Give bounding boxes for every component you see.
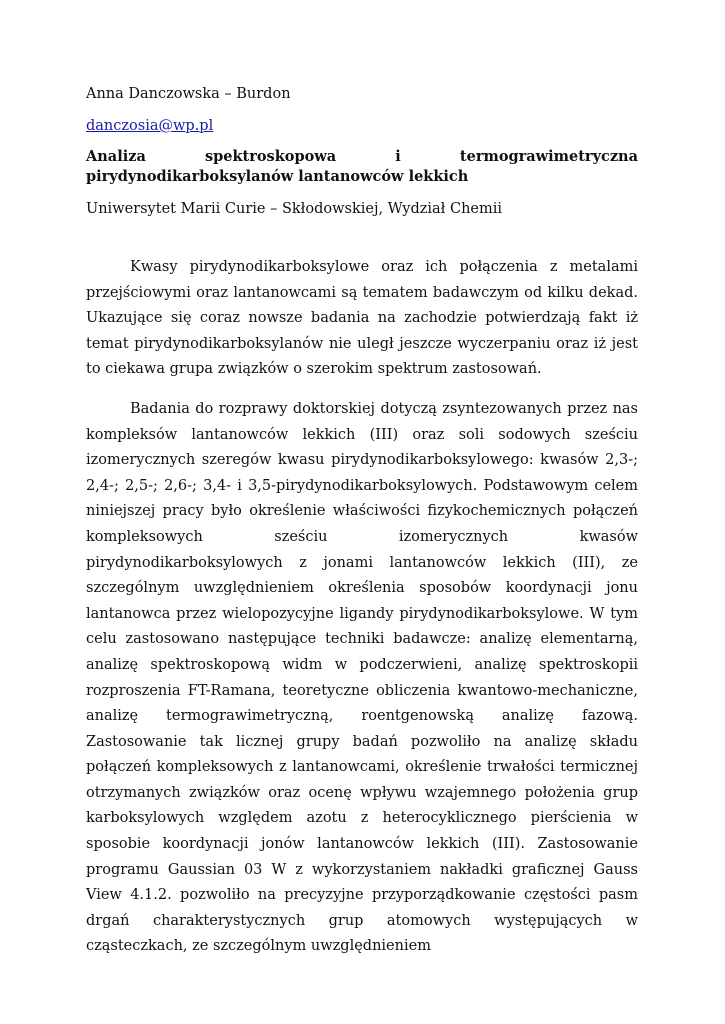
email-link[interactable]: danczosia@wp.pl	[86, 118, 214, 134]
author-name: Anna Danczowska – Burdon	[86, 86, 291, 102]
author-email	[86, 116, 638, 136]
title-line-1: Analiza spektroskopowa i termograwimetryczna	[86, 148, 638, 165]
body-paragraph-2: Badania do rozprawy doktorskiej dotyczą zsyntezowanych przez nas kompleksów lantanowców lekkich (III) oraz soli sodowych sześciu izomerycznych szeregów kwasu pirydynodikarboksylowego: kwasów 2,3-; 2,4-; 2,5-; 2,6-; 3,4- i 3,5-pirydynodikarboksylowych. Podstawowym celem niniejszej pracy było określenie właściwości fizykochemicznych połączeń kompleksowych sześciu izomerycznych kwasów pirydynodikarboksylowych z jonami lantanowców lekkich (III), ze szczególnym uwzględnieniem określenia sposobów koordynacji jonu lantanowca przez wielopozycyjne ligandy pirydynodikarboksylowe. W tym celu zastosowano następujące techniki badawcze: analizę elementarną, analizę spektroskopową widm w podczerwieni, analizę spektroskopii rozproszenia FT-Ramana, teoretyczne obliczenia kwantowo-mechaniczne, analizę termograwimetryczną, roentgenowską analizę fazową. Zastosowanie tak licznej grupy badań pozwoliło na analizę składu połączeń kompleksowych z lantanowcami, określenie trwałości termicznej otrzymanych związków oraz ocenę wpływu wzajemnego położenia grup karboksylowych względem azotu z heterocyklicznego pierścienia w sposobie koordynacji jonów lantanowców lekkich (III). Zastosowanie programu Gaussian 03 W z wykorzystaniem nakładki graficznej Gauss View 4.1.2. pozwoliło na precyzyjne przyporządkowanie częstości pasm drgań charakterystycznych grup atomowych występujących w cząsteczkach, ze szczególnym uwzględnieniem	[86, 400, 638, 955]
affiliation: Uniwersytet Marii Curie – Skłodowskiej, Wydział Chemii	[86, 201, 503, 217]
document-page	[86, 84, 638, 974]
body-paragraph-1: Kwasy pirydynodikarboksylowe oraz ich połączenia z metalami przejściowymi oraz lantanowcami są tematem badawczym od kilku dekad. Ukazujące się coraz nowsze badania na zachodzie potwierdzają fakt iż temat pirydynodikarboksylanów nie uległ jeszcze wyczerpaniu oraz iż jest to ciekawa grupa związków o szerokim spektrum zastosowań.	[86, 259, 638, 378]
document-title	[86, 147, 638, 187]
title-line-2: pirydynodikarboksylanów lantanowców lekkich	[86, 168, 469, 185]
